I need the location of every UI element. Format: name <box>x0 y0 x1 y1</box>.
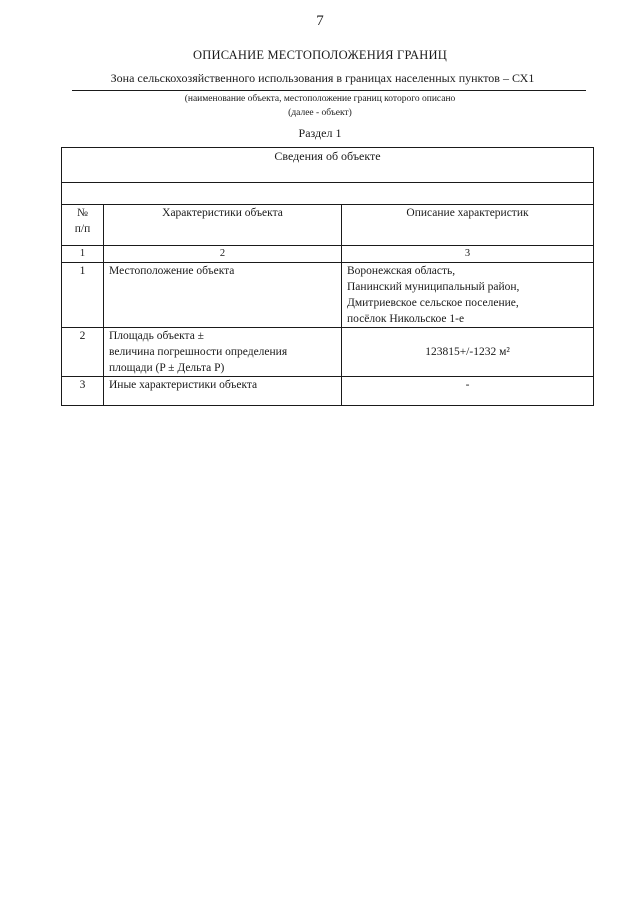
table-header: Сведения об объекте <box>62 148 594 183</box>
table-header-row <box>62 148 594 183</box>
column-header-characteristics: Характеристики объекта <box>104 205 342 246</box>
area-label-line: величина погрешности определения <box>109 346 288 358</box>
object-info-table <box>61 147 594 406</box>
page-number: 7 <box>316 13 324 29</box>
location-line: Дмитриевское сельское поселение, <box>347 297 519 309</box>
table-row <box>62 328 594 377</box>
column-number-1: 1 <box>62 246 104 263</box>
column-number-2: 2 <box>104 246 342 263</box>
area-label-line: площади (P ± Дельта P) <box>109 362 225 374</box>
row-characteristic: Местоположение объекта <box>104 263 342 328</box>
column-number-3: 3 <box>342 246 594 263</box>
location-line: Панинский муниципальный район, <box>347 281 520 293</box>
table-empty-row <box>62 183 594 205</box>
table-column-number-row <box>62 246 594 263</box>
location-line: посёлок Никольское 1-е <box>347 313 465 325</box>
location-line: Воронежская область, <box>347 265 456 277</box>
table-row <box>62 377 594 406</box>
column-header-num-line-2: п/п <box>74 223 91 235</box>
row-number: 3 <box>62 377 104 406</box>
object-name-caption-line-2: (далее - объект) <box>288 108 352 118</box>
area-label-line: Площадь объекта ± <box>109 330 204 342</box>
row-number: 1 <box>62 263 104 328</box>
object-name-underline <box>72 90 586 91</box>
table-empty-cell <box>62 183 594 205</box>
table-row <box>62 263 594 328</box>
row-description: - <box>342 377 594 406</box>
row-characteristic: Иные характеристики объекта <box>104 377 342 406</box>
area-value: 123815+/-1232 м² <box>342 328 594 377</box>
column-header-num <box>62 205 104 246</box>
section-title: Раздел 1 <box>298 126 342 140</box>
column-header-description: Описание характеристик <box>342 205 594 246</box>
table-column-header-row <box>62 205 594 246</box>
document-title: ОПИСАНИЕ МЕСТОПОЛОЖЕНИЯ ГРАНИЦ <box>193 48 447 62</box>
row-description <box>342 263 594 328</box>
object-name-caption-line-1: (наименование объекта, местоположение границ которого описано <box>184 94 456 104</box>
row-characteristic <box>104 328 342 377</box>
row-number: 2 <box>62 328 104 377</box>
column-header-num-line-1: № <box>77 207 88 219</box>
object-name: Зона сельскохозяйственного использования в границах населенных пунктов – СХ1 <box>110 71 535 85</box>
